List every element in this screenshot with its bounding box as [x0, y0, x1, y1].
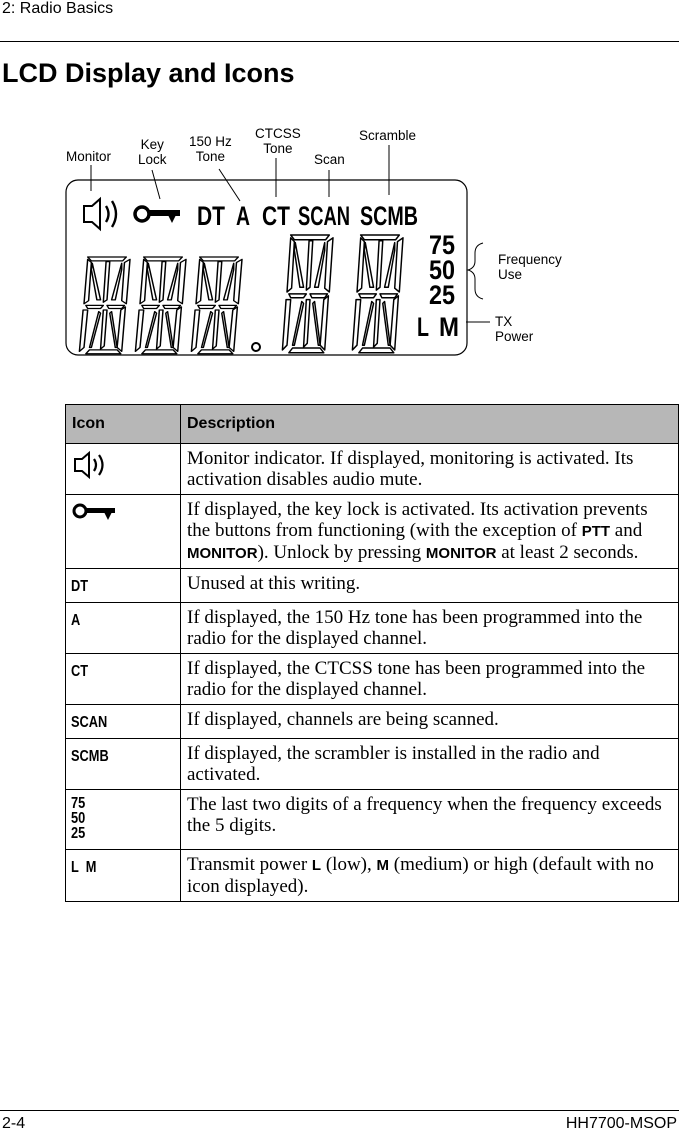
lcd-drawing: [0, 115, 679, 375]
lcd-figure: [0, 115, 679, 375]
cell-description: If displayed, the CTCSS tone has been programmed into the radio for the displayed channel.: [181, 654, 679, 705]
lcd-power-m: M: [439, 312, 459, 342]
scmb-icon: SCMB: [71, 748, 109, 765]
ct-icon: CT: [71, 663, 89, 680]
lcd-freq-75: 75: [429, 230, 455, 260]
key-icon: [71, 501, 121, 525]
cell-icon: [66, 850, 181, 902]
cell-description: Unused at this writing.: [181, 569, 679, 603]
dt-icon: DT: [71, 578, 89, 595]
cell-icon: [66, 739, 181, 790]
cell-icon: [66, 790, 181, 850]
cell-description: If displayed, the 150 Hz tone has been programmed into the radio for the displayed channel.: [181, 603, 679, 654]
leader-key-lock: [152, 170, 160, 199]
cell-icon: [66, 495, 181, 569]
key-icon: [135, 207, 180, 223]
cell-description: The last two digits of a frequency when the frequency exceeds the 5 digits.: [181, 790, 679, 850]
freq-icon-25: 25: [71, 825, 86, 842]
lcd-digit-1: [79, 257, 130, 354]
cell-description: Transmit power L (low), M (medium) or high (default with no icon displayed).: [181, 850, 679, 902]
cell-description: If displayed, the scrambler is installed in the radio and activated.: [181, 739, 679, 790]
freq-icon-75: 75: [71, 795, 86, 812]
table-row: [66, 790, 679, 850]
callout-key-lock-line2: Lock: [138, 152, 167, 167]
header-icon: Icon: [66, 405, 181, 444]
table-row: [66, 569, 679, 603]
page-title: LCD Display and Icons: [2, 58, 295, 88]
table-row: [66, 739, 679, 790]
cell-icon: [66, 705, 181, 739]
callout-key-lock-line1: Key: [140, 137, 164, 152]
cell-description: If displayed, the key lock is activated. Its activation prevents the buttons from functioning (with the exception of PTT and MONITOR). Unlock by pressing MONITOR at least 2 seconds.: [181, 495, 679, 569]
table-row: [66, 444, 679, 495]
monitor-key-label: MONITOR: [187, 545, 258, 562]
page-header-chapter: 2: Radio Basics: [2, 0, 114, 17]
lcd-digit-4: [282, 235, 333, 353]
callout-frequency-line2: Use: [498, 267, 523, 282]
lcd-decimal-point: [252, 343, 260, 351]
monitor-key-label: MONITOR: [425, 545, 497, 562]
cell-description: If displayed, channels are being scanned.: [181, 705, 679, 739]
cell-icon: [66, 603, 181, 654]
table-row: [66, 705, 679, 739]
a-icon: A: [71, 612, 81, 629]
footer-doc-id: HH7700-MSOP: [565, 1115, 677, 1132]
freq-icon-50: 50: [71, 810, 86, 827]
lcd-digit-3: [191, 257, 242, 354]
cell-icon: [66, 569, 181, 603]
power-icon: L M: [71, 859, 97, 876]
callout-ctcss-line2: Tone: [263, 141, 293, 156]
callout-scramble: Scramble: [359, 128, 417, 143]
icon-description-table: [65, 404, 679, 902]
callout-tx-line2: Power: [495, 329, 534, 344]
lcd-freq-25: 25: [429, 280, 455, 310]
table-row: [66, 603, 679, 654]
freq-icon: [71, 796, 85, 841]
callout-scan: Scan: [314, 152, 345, 167]
power-low-label: L: [311, 857, 322, 874]
lcd-dt: DT: [197, 201, 226, 231]
leader-150hz: [219, 169, 240, 201]
callout-frequency-line1: Frequency: [498, 252, 562, 267]
callout-150hz-line2: Tone: [195, 149, 226, 164]
lcd-scan: SCAN: [298, 201, 350, 231]
header-rule: [0, 41, 679, 42]
lcd-a: A: [236, 201, 250, 231]
brace-frequency: [468, 243, 483, 299]
lcd-digit-2: [135, 257, 186, 354]
table-row: [66, 495, 679, 569]
footer-page-number: 2-4: [2, 1115, 26, 1132]
scan-icon: SCAN: [71, 714, 108, 731]
lcd-freq-50: 50: [429, 255, 455, 285]
table-header-row: [66, 405, 679, 444]
callout-ctcss-line1: CTCSS: [255, 126, 301, 141]
cell-icon: [66, 654, 181, 705]
table-row: [66, 850, 679, 902]
header-description: Description: [181, 405, 679, 444]
lcd-power-l: L: [417, 312, 429, 342]
lcd-scmb: SCMB: [360, 201, 418, 231]
ptt-key-label: PTT: [581, 523, 611, 540]
cell-icon: [66, 444, 181, 495]
lcd-ct: CT: [262, 201, 291, 231]
speaker-icon: [84, 199, 116, 229]
cell-description: Monitor indicator. If displayed, monitoring is activated. Its activation disables audio mute.: [181, 444, 679, 495]
callout-tx-line1: TX: [495, 314, 513, 329]
lcd-digit-5: [352, 235, 403, 353]
footer-rule: [0, 1110, 679, 1111]
callout-150hz-line1: 150 Hz: [189, 134, 232, 149]
table-row: [66, 654, 679, 705]
power-medium-label: M: [376, 857, 389, 874]
callout-monitor: Monitor: [66, 149, 112, 164]
speaker-icon: [71, 450, 113, 480]
